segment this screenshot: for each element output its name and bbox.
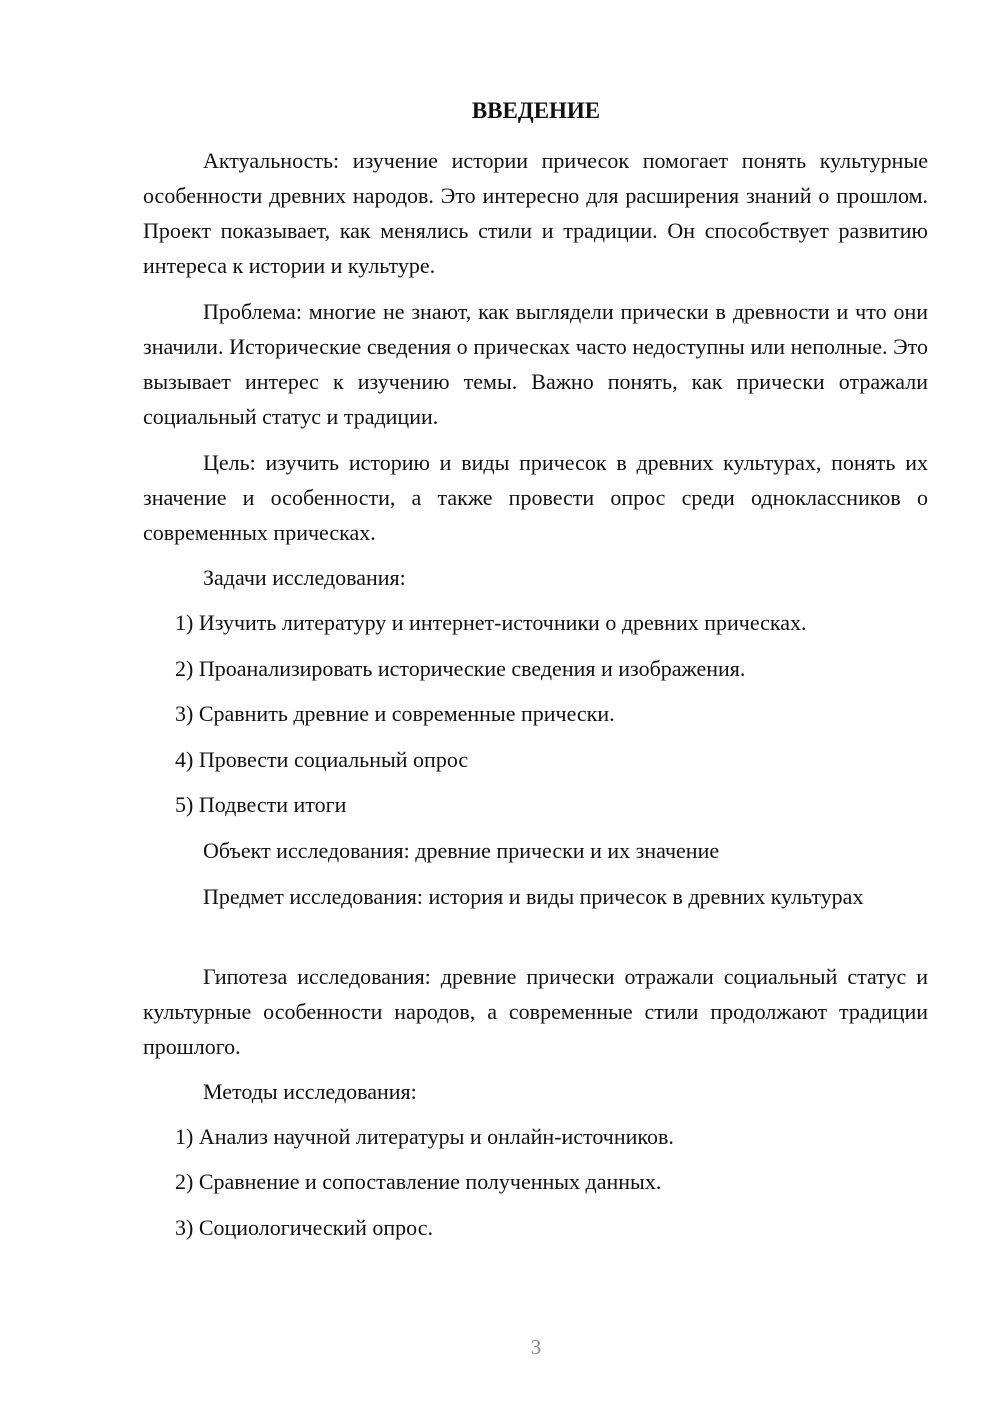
page-title: ВВЕДЕНИЕ (471, 98, 601, 123)
task-item-1: 1) Изучить литературу и интернет-источники о древних прическах. (175, 610, 807, 635)
task-item-4: 4) Провести социальный опрос (175, 747, 469, 772)
goal-paragraph: Цель: изучить историю и виды причесок в древних культурах, понять их значение и особенности, а также провести опрос среди одноклассников о современных прическах. (143, 450, 928, 545)
method-item-2: 2) Сравнение и сопоставление полученных данных. (175, 1169, 662, 1194)
object-line: Объект исследования: древние прически и их значение (203, 838, 720, 863)
task-item-5: 5) Подвести итоги (175, 792, 347, 817)
problem-paragraph: Проблема: многие не знают, как выглядели прически в древности и что они значили. Исторические сведения о прическах часто недоступны или неполные. Это вызывает интерес к изучению темы. Важно понять, как прически отражали социальный статус и традиции. (143, 299, 928, 429)
relevance-paragraph: Актуальность: изучение истории причесок помогает понять культурные особенности древних народов. Это интересно для расширения знаний о прошлом. Проект показывает, как менялись стили и традиции. Он способствует развитию интереса к истории и культуре. (143, 148, 928, 278)
task-item-2: 2) Проанализировать исторические сведения и изображения. (175, 656, 746, 681)
hypothesis-paragraph: Гипотеза исследования: древние прически отражали социальный статус и культурные особенности народов, а современные стили продолжают традиции прошлого. (143, 964, 928, 1059)
task-item-3: 3) Сравнить древние и современные прически. (175, 701, 615, 726)
tasks-title: Задачи исследования: (203, 565, 406, 590)
methods-title: Методы исследования: (203, 1079, 417, 1104)
page-number: 3 (530, 1335, 542, 1359)
method-item-1: 1) Анализ научной литературы и онлайн-источников. (175, 1124, 674, 1149)
subject-paragraph: Предмет исследования: история и виды причесок в древних культурах (203, 884, 864, 909)
method-item-3: 3) Социологический опрос. (175, 1215, 433, 1240)
